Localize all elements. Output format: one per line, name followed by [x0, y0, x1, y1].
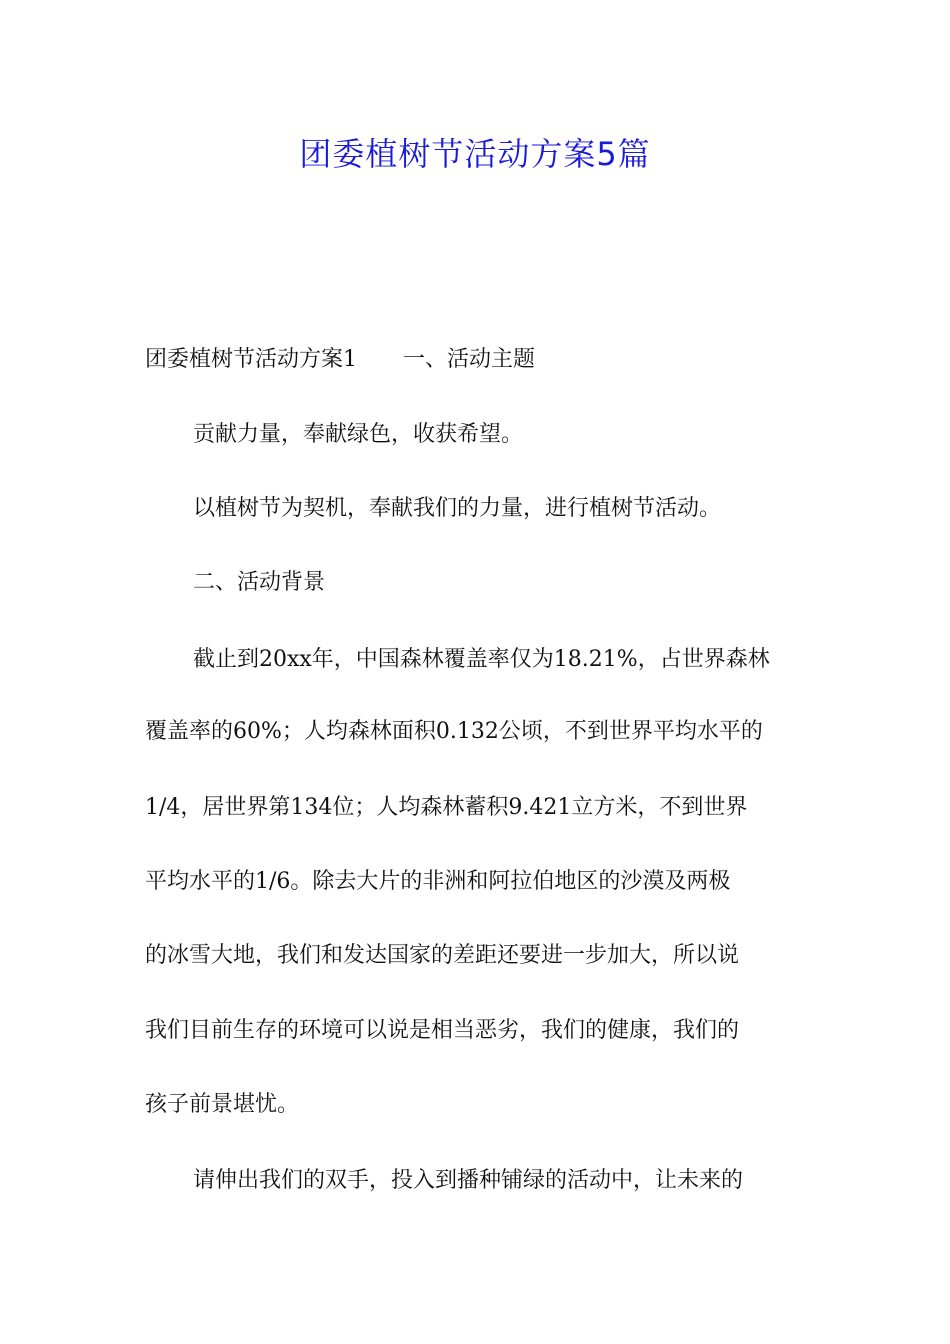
paragraph-line: 平均水平的1/6。除去大片的非洲和阿拉伯地区的沙漠及两极 [145, 869, 731, 894]
paragraph-line: 孩子前景堪忧。 [145, 1092, 300, 1117]
paragraph-line: 的冰雪大地，我们和发达国家的差距还要进一步加大，所以说 [145, 943, 740, 968]
section-title-theme: 一、活动主题 [403, 347, 536, 372]
paragraph-line: 1/4，居世界第134位；人均森林蓄积9.421立方米，不到世界 [145, 795, 748, 820]
paragraph-theme: 贡献力量，奉献绿色，收获希望。 [193, 422, 524, 447]
paragraph-line: 覆盖率的60%；人均森林面积0.132公顷，不到世界平均水平的 [145, 719, 763, 744]
plan-number-label: 团委植树节活动方案1 [145, 347, 357, 372]
section-heading [145, 345, 810, 375]
paragraph-purpose: 以植树节为契机，奉献我们的力量，进行植树节活动。 [193, 496, 722, 521]
document-title: 团委植树节活动方案5篇 [299, 135, 651, 173]
section-title-background: 二、活动背景 [193, 570, 326, 595]
paragraph-line: 截止到20xx年，中国森林覆盖率仅为18.21%，占世界森林 [193, 647, 770, 672]
paragraph-line: 请伸出我们的双手，投入到播种铺绿的活动中，让未来的 [193, 1168, 744, 1193]
paragraph-line: 我们目前生存的环境可以说是相当恶劣，我们的健康，我们的 [145, 1018, 740, 1043]
